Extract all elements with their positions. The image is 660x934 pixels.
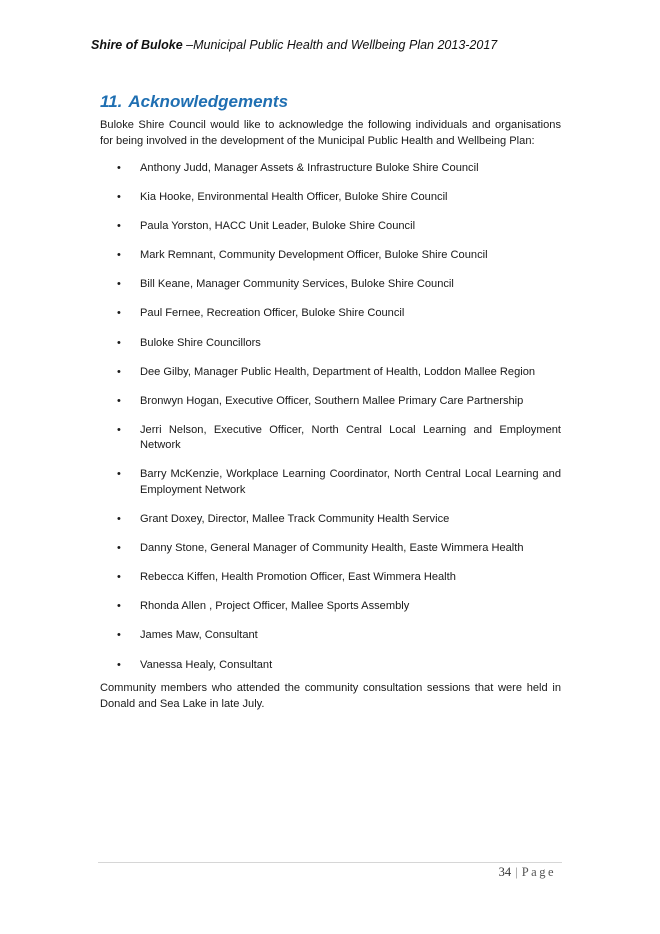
section-heading bbox=[100, 92, 288, 112]
list-item bbox=[100, 365, 561, 381]
bullet-icon: • bbox=[117, 423, 121, 436]
list-item-text: Barry McKenzie, Workplace Learning Coordinator, North Central Local Learning and Employment Network bbox=[140, 468, 561, 496]
closing-paragraph: Community members who attended the community consultation sessions that were held in Donald and Sea Lake in late July. bbox=[100, 682, 561, 710]
list-item-text: Buloke Shire Councillors bbox=[140, 336, 261, 349]
page-footer bbox=[499, 865, 556, 880]
list-item-text: Bill Keane, Manager Community Services, Buloke Shire Council bbox=[140, 278, 454, 291]
bullet-icon: • bbox=[117, 513, 121, 526]
list-item bbox=[100, 423, 561, 454]
list-item bbox=[100, 512, 561, 528]
list-item bbox=[100, 658, 561, 674]
list-item bbox=[100, 190, 561, 206]
header-org: Shire of Buloke bbox=[91, 38, 183, 52]
bullet-icon: • bbox=[117, 278, 121, 291]
section-number: 11. bbox=[100, 92, 123, 111]
bullet-icon: • bbox=[117, 249, 121, 262]
bullet-icon: • bbox=[117, 307, 121, 320]
list-item-text: Dee Gilby, Manager Public Health, Department of Health, Loddon Mallee Region bbox=[140, 365, 536, 378]
bullet-icon: • bbox=[117, 542, 121, 555]
acknowledgement-list bbox=[100, 161, 561, 687]
list-item-text: Vanessa Healy, Consultant bbox=[140, 658, 273, 671]
list-item-text: Mark Remnant, Community Development Officer, Buloke Shire Council bbox=[140, 249, 488, 262]
list-item-text: Rebecca Kiffen, Health Promotion Officer, East Wimmera Health bbox=[140, 571, 456, 584]
intro-paragraph: Buloke Shire Council would like to acknowledge the following individuals and organisations for being involved in the development of the Municipal Public Health and Wellbeing Plan: bbox=[100, 119, 561, 147]
bullet-icon: • bbox=[117, 365, 121, 378]
page-number: 34 bbox=[498, 865, 512, 879]
bullet-icon: • bbox=[117, 394, 121, 407]
footer-separator: | bbox=[515, 865, 518, 879]
page-label: Page bbox=[521, 865, 556, 879]
bullet-icon: • bbox=[117, 658, 121, 671]
list-item bbox=[100, 161, 561, 177]
list-item-text: James Maw, Consultant bbox=[140, 629, 258, 642]
footer-divider bbox=[98, 862, 562, 863]
list-item-text: Bronwyn Hogan, Executive Officer, Southern Mallee Primary Care Partnership bbox=[140, 394, 524, 407]
bullet-icon: • bbox=[117, 336, 121, 349]
list-item bbox=[100, 248, 561, 264]
list-item-text: Anthony Judd, Manager Assets & Infrastructure Buloke Shire Council bbox=[140, 162, 479, 174]
list-item bbox=[100, 628, 561, 644]
list-item bbox=[100, 219, 561, 235]
header-doc-title: –Municipal Public Health and Wellbeing Plan 2013-2017 bbox=[182, 38, 498, 52]
bullet-icon: • bbox=[117, 191, 121, 204]
list-item-text: Jerri Nelson, Executive Officer, North Central Local Learning and Employment Network bbox=[140, 423, 561, 452]
list-item-text: Kia Hooke, Environmental Health Officer, Buloke Shire Council bbox=[140, 191, 448, 204]
bullet-icon: • bbox=[117, 600, 121, 613]
list-item bbox=[100, 277, 561, 293]
list-item-text: Paula Yorston, HACC Unit Leader, Buloke Shire Council bbox=[140, 220, 416, 233]
list-item bbox=[100, 467, 561, 498]
list-item-text: Rhonda Allen , Project Officer, Mallee Sports Assembly bbox=[140, 600, 410, 613]
bullet-icon: • bbox=[117, 468, 121, 481]
bullet-icon: • bbox=[117, 162, 121, 174]
bullet-icon: • bbox=[117, 220, 121, 233]
bullet-icon: • bbox=[117, 629, 121, 642]
list-item-text: Danny Stone, General Manager of Community Health, Easte Wimmera Health bbox=[140, 542, 524, 555]
bullet-icon: • bbox=[117, 571, 121, 584]
list-item bbox=[100, 306, 561, 322]
list-item bbox=[100, 541, 561, 557]
list-item bbox=[100, 394, 561, 410]
list-item-text: Grant Doxey, Director, Mallee Track Community Health Service bbox=[140, 513, 450, 526]
section-title: Acknowledgements bbox=[128, 92, 289, 111]
list-item bbox=[100, 336, 561, 352]
running-header bbox=[91, 38, 497, 52]
list-item bbox=[100, 599, 561, 615]
list-item-text: Paul Fernee, Recreation Officer, Buloke Shire Council bbox=[140, 307, 405, 320]
list-item bbox=[100, 570, 561, 586]
